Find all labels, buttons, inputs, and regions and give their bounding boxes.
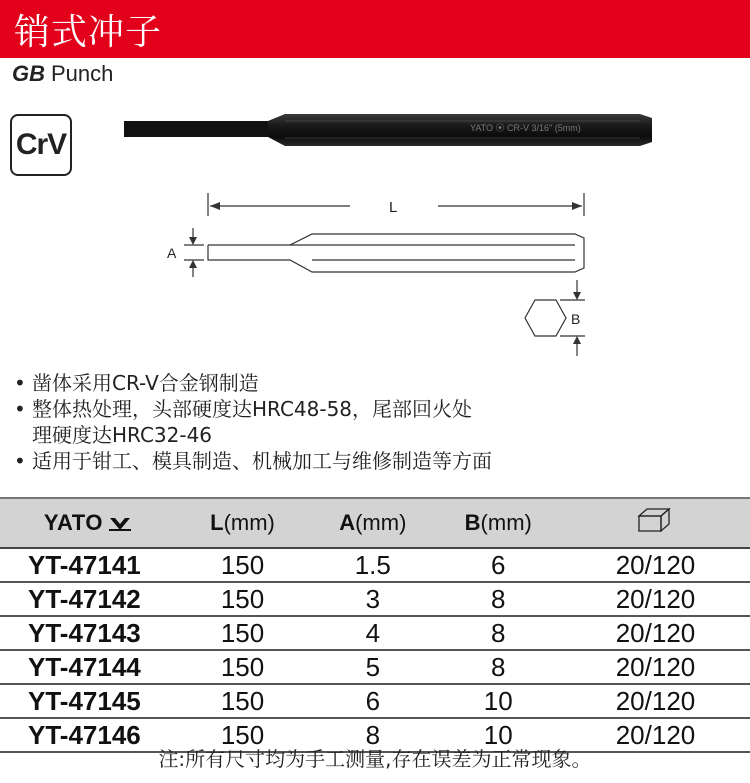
cell-B: 10 [436,718,561,752]
cell-L: 150 [175,718,310,752]
header-A: A(mm) [310,498,435,548]
cell-pack: 20/120 [561,616,750,650]
material-badge: CrV [10,114,72,176]
page-title: 销式冲子 [14,12,163,53]
cell-code: YT-47141 [0,548,175,582]
brand-logo [0,498,175,548]
table-row [0,684,750,718]
cell-B: 6 [436,548,561,582]
cell-A: 6 [310,684,435,718]
cell-A: 4 [310,616,435,650]
feature-list [10,370,610,474]
cell-L: 150 [175,684,310,718]
cell-L: 150 [175,548,310,582]
cell-code: YT-47142 [0,582,175,616]
cell-A: 5 [310,650,435,684]
brand-name: YATO [43,510,103,535]
table-row [0,548,750,582]
yato-logo-icon [109,517,131,531]
cell-pack: 20/120 [561,684,750,718]
cell-B: 8 [436,582,561,616]
product-engraving: YATO ⦿ CR-V 3/16" (5mm) [470,123,581,133]
cell-code: YT-47144 [0,650,175,684]
technical-drawing [0,0,750,370]
dimension-A-label: A [167,245,177,261]
dimension-B-label: B [571,311,581,327]
cell-A: 8 [310,718,435,752]
table-row [0,650,750,684]
spec-table [0,497,750,753]
cell-pack: 20/120 [561,582,750,616]
cell-pack: 20/120 [561,650,750,684]
footnote: 注:所有尺寸均为手工测量,存在误差为正常现象。 [158,747,592,771]
header-B: B(mm) [436,498,561,548]
cell-code: YT-47146 [0,718,175,752]
cell-B: 8 [436,616,561,650]
cell-B: 10 [436,684,561,718]
cell-A: 1.5 [310,548,435,582]
cell-pack: 20/120 [561,548,750,582]
table-header-row [0,498,750,548]
table-row [0,616,750,650]
feature-item-continued: 理硬度达HRC32-46 [32,423,213,447]
table-row [0,582,750,616]
package-icon [561,498,750,548]
cell-L: 150 [175,616,310,650]
header-L: L(mm) [175,498,310,548]
cell-pack: 20/120 [561,718,750,752]
feature-item: • 凿体采用CR-V合金钢制造 [10,370,610,396]
feature-item: • 适用于钳工、模具制造、机械加工与维修制造等方面 [10,448,610,474]
cell-B: 8 [436,650,561,684]
cell-A: 3 [310,582,435,616]
box-icon [637,507,673,533]
product-name: Punch [51,61,114,86]
standard-label: GB [12,61,45,86]
feature-item: • 整体热处理，头部硬度达HRC48-58，尾部回火处 [10,396,610,422]
cell-code: YT-47145 [0,684,175,718]
cell-code: YT-47143 [0,616,175,650]
cell-L: 150 [175,582,310,616]
dimension-L-label: L [389,199,398,216]
cell-L: 150 [175,650,310,684]
